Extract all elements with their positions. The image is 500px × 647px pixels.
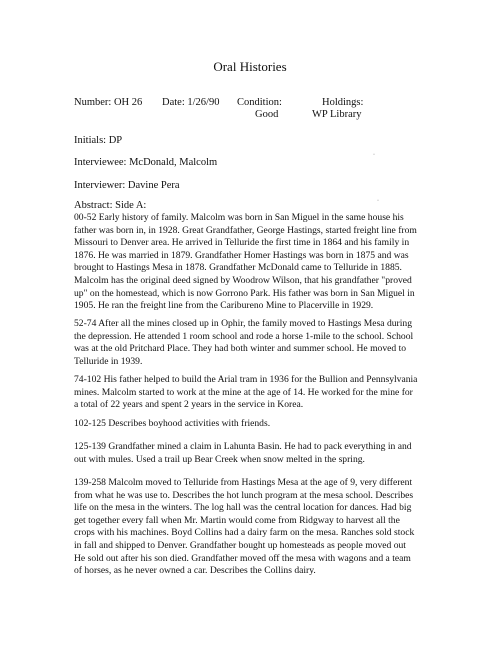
paragraph-line: 52-74 After all the mines closed up in Ophir, the family moved to Hastings Mesa during	[74, 318, 413, 329]
paragraph-line: in fall and shipped to Denver. Grandfather bought up homesteads as people moved out	[74, 539, 406, 551]
abstract-paragraph-4	[74, 418, 434, 431]
abstract-heading: Abstract: Side A:	[74, 200, 147, 211]
paragraph-line: of horses, as he never owned a car. Describes the Collins dairy.	[74, 565, 316, 577]
paragraph-line: 1876. He was married in 1879. Grandfather Homer Hastings was born in 1875 and was	[74, 249, 409, 261]
paragraph-line: 1905. He ran the freight line from the Caribureno Mine to Placerville in 1929.	[74, 300, 374, 312]
abstract-paragraph-1	[74, 212, 434, 313]
condition-value: Good	[255, 109, 279, 120]
paragraph-line: Missouri to Denver area. He arrived in Telluride the first time in 1864 and his family in	[74, 237, 410, 249]
paragraph-line: 00-52 Early history of family. Malcolm was born in San Miguel in the same house his	[74, 212, 404, 223]
paragraph-line: life on the mesa in the winters. The log hall was the central location for dances. Had big	[74, 502, 412, 514]
paragraph-line: 139-258 Malcolm moved to Telluride from Hastings Mesa at the age of 9, very different	[74, 477, 413, 488]
record-condition	[237, 97, 282, 121]
paragraph-line: mines. Malcolm started to work at the mine at the age of 14. He worked for the mine for	[74, 386, 413, 398]
paragraph-line: a total of 22 years and spent 2 years in the service in Korea.	[74, 399, 304, 411]
page-title: Oral Histories	[213, 59, 287, 74]
paragraph-line: He sold out after his son died. Grandfather moved off the mesa with wagons and a team	[74, 552, 411, 564]
paragraph-line: up" on the homestead, which is now Gorrono Park. His father was born in San Miguel in	[74, 287, 415, 299]
paragraph-line: father was born in, in 1928. Great Grandfather, George Hastings, started freight line from	[74, 224, 417, 236]
scan-speck: ·	[373, 152, 375, 158]
abstract-paragraph-2	[74, 318, 434, 368]
paragraph-line: get together every fall when Mr. Martin would come from Ridgway to harvest all the	[74, 514, 400, 526]
paragraph-line: brought to Hastings Mesa in 1878. Grandfather McDonald came to Telluride in 1885.	[74, 262, 402, 274]
paragraph-line: from what he was use to. Describes the hot lunch program at the mesa school. Describes	[74, 489, 414, 501]
paragraph-line: crops with his machines. Boyd Collins had a dairy farm on the mesa. Ranches sold stock	[74, 527, 415, 539]
paragraph-line: Malcolm has the original deed signed by Woodrow Wilson, that his grandfather "proved	[74, 274, 412, 286]
paragraph-line: was at the old Pritchard Place. They had both winter and summer school. He moved to	[74, 343, 407, 355]
record-date: Date: 1/26/90	[162, 97, 220, 108]
initials-line: Initials: DP	[74, 135, 123, 146]
paragraph-line: 125-139 Grandfather mined a claim in Lahunta Basin. He had to pack everything in and	[74, 441, 412, 452]
scan-speck: ·	[377, 198, 379, 204]
paragraph-line: Telluride in 1939.	[74, 355, 143, 367]
paragraph-line: 102-125 Describes boyhood activities with friends.	[74, 418, 271, 429]
abstract-paragraph-3	[74, 374, 434, 412]
paragraph-line: the depression. He attended 1 room school and rode a horse 1-mile to the school. School	[74, 330, 414, 342]
record-holdings	[312, 97, 363, 121]
holdings-label: Holdings:	[322, 97, 364, 108]
record-metadata	[74, 97, 474, 127]
interviewer-line: Interviewer: Davine Pera	[74, 180, 180, 191]
holdings-value: WP Library	[312, 109, 362, 120]
abstract-paragraph-6	[74, 477, 434, 578]
condition-label: Condition:	[237, 97, 282, 108]
abstract-paragraph-5	[74, 441, 434, 466]
paragraph-line: 74-102 His father helped to build the Arial tram in 1936 for the Bullion and Pennsylvania	[74, 374, 418, 385]
record-number: Number: OH 26	[74, 97, 143, 108]
interviewee-line: Interviewee: McDonald, Malcolm	[74, 157, 218, 168]
paragraph-line: out with mules. Used a trail up Bear Creek when snow melted in the spring.	[74, 453, 365, 465]
